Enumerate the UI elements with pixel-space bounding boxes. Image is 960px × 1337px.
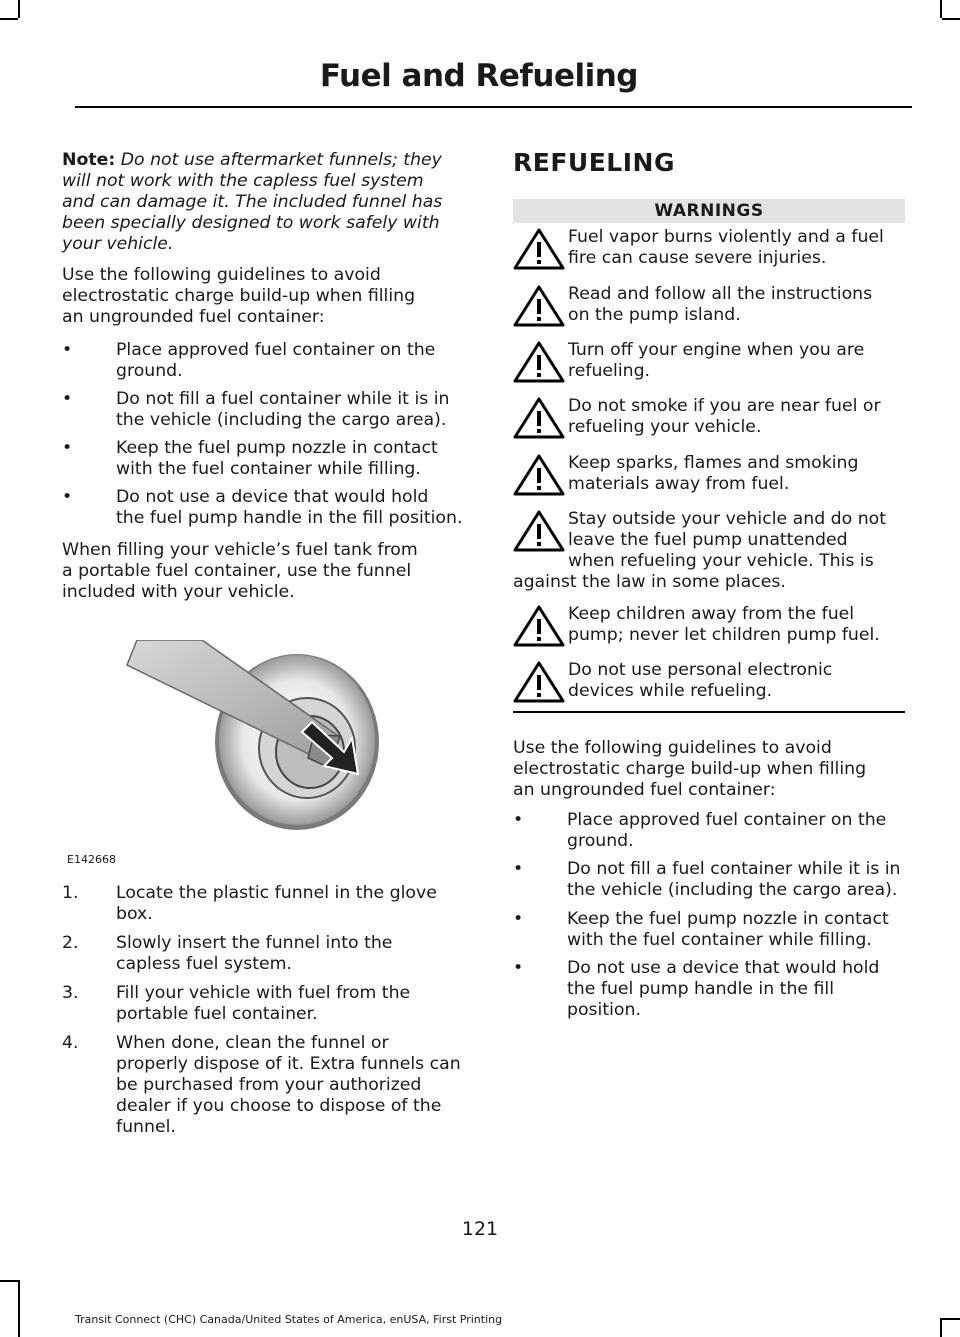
text-line: Use the following guidelines to avoid: [62, 265, 381, 285]
note-line: Do not use aftermarket funnels; they: [115, 150, 442, 170]
intro-paragraph: [513, 738, 905, 801]
text-line: box.: [116, 904, 153, 924]
text-line: on the pump island.: [568, 305, 741, 325]
text-line: fire can cause severe injuries.: [568, 248, 827, 268]
text-line: Fuel vapor burns violently and a fuel: [568, 227, 884, 247]
text-line: Fill your vehicle with fuel from the: [116, 983, 411, 1003]
crop-mark: [940, 0, 942, 18]
section-heading: REFUELING: [513, 148, 675, 177]
text-line: Do not use a device that would hold: [567, 958, 880, 978]
step-number: 4.: [62, 1033, 79, 1053]
bullet-icon: •: [513, 810, 524, 830]
warning-triangle-icon: [513, 509, 565, 553]
bullet-icon: •: [62, 487, 73, 507]
divider: [513, 711, 905, 713]
text-line: dealer if you choose to dispose of the: [116, 1096, 442, 1116]
text-line: Do not use personal electronic: [568, 660, 833, 680]
text-line: leave the fuel pump unattended: [568, 530, 848, 550]
text-line: Do not smoke if you are near fuel or: [568, 396, 881, 416]
crop-mark: [0, 1280, 18, 1282]
warning-triangle-icon: [513, 604, 565, 648]
text-line: When done, clean the funnel or: [116, 1033, 389, 1053]
text-line: Do not use a device that would hold: [116, 487, 429, 507]
funnel-illustration: [62, 640, 474, 850]
text-line: Stay outside your vehicle and do not: [568, 509, 886, 529]
text-line: refueling.: [568, 361, 651, 381]
text-line: ground.: [567, 831, 634, 851]
text-line: Do not fill a fuel container while it is in: [116, 389, 450, 409]
text-line: Keep children away from the fuel: [568, 604, 855, 624]
text-line: When filling your vehicle’s fuel tank from: [62, 540, 418, 560]
text-line: Slowly insert the funnel into the: [116, 933, 393, 953]
text-line: materials away from fuel.: [568, 474, 790, 494]
figure-label: E142668: [67, 853, 116, 866]
text-line: Do not fill a fuel container while it is in: [567, 859, 901, 879]
text-line: devices while refueling.: [568, 681, 773, 701]
text-line: an ungrounded fuel container:: [513, 780, 776, 800]
bullet-icon: •: [513, 859, 524, 879]
text-line: the vehicle (including the cargo area).: [116, 410, 447, 430]
text-line: when refueling your vehicle. This is: [568, 551, 874, 571]
warning-item: [513, 284, 905, 334]
text-line: Keep the fuel pump nozzle in contact: [567, 909, 889, 929]
bullet-icon: •: [62, 389, 73, 409]
text-line: Turn off your engine when you are: [568, 340, 865, 360]
warning-item: [513, 227, 905, 277]
text-line: Locate the plastic funnel in the glove: [116, 883, 437, 903]
portable-paragraph: [62, 540, 474, 603]
text-line: be purchased from your authorized: [116, 1075, 422, 1095]
note-paragraph: [62, 150, 474, 255]
text-line: with the fuel container while filling.: [567, 930, 872, 950]
bullet-icon: •: [513, 909, 524, 929]
header-rule: [75, 106, 912, 108]
text-line: portable fuel container.: [116, 1004, 318, 1024]
text-line: with the fuel container while filling.: [116, 459, 421, 479]
warning-triangle-icon: [513, 284, 565, 328]
bullet-icon: •: [62, 438, 73, 458]
crop-mark: [942, 1318, 960, 1320]
text-line: an ungrounded fuel container:: [62, 307, 325, 327]
crop-mark: [0, 18, 18, 20]
text-line: properly dispose of it. Extra funnels can: [116, 1054, 461, 1074]
text-line: the vehicle (including the cargo area).: [567, 880, 898, 900]
text-line: Use the following guidelines to avoid: [513, 738, 832, 758]
crop-mark: [18, 1280, 20, 1337]
text-line: Place approved fuel container on the: [116, 340, 436, 360]
text-line: against the law in some places.: [513, 572, 786, 592]
text-line: ground.: [116, 361, 183, 381]
crop-mark: [942, 18, 960, 20]
text-line: electrostatic charge build-up when filling: [513, 759, 867, 779]
text-line: included with your vehicle.: [62, 582, 295, 602]
text-line: Keep the fuel pump nozzle in contact: [116, 438, 438, 458]
crop-mark: [940, 1318, 942, 1337]
warning-item: [513, 604, 905, 654]
page-number: 121: [461, 1218, 499, 1240]
text-line: capless fuel system.: [116, 954, 292, 974]
note-line: and can damage it. The included funnel has: [62, 192, 443, 212]
warning-triangle-icon: [513, 340, 565, 384]
text-line: Place approved fuel container on the: [567, 810, 887, 830]
warning-item: [513, 453, 905, 503]
bullet-icon: •: [513, 958, 524, 978]
warning-item: [513, 396, 905, 446]
note-label: Note:: [62, 150, 116, 170]
page-title: Fuel and Refueling: [319, 58, 638, 94]
note-line: your vehicle.: [62, 234, 174, 254]
warning-triangle-icon: [513, 453, 565, 497]
text-line: pump; never let children pump fuel.: [568, 625, 880, 645]
note-line: will not work with the capless fuel system: [62, 171, 424, 191]
step-number: 2.: [62, 933, 79, 953]
step-number: 3.: [62, 983, 79, 1003]
intro-paragraph: [62, 265, 474, 328]
crop-mark: [18, 0, 20, 18]
text-line: electrostatic charge build-up when filling: [62, 286, 416, 306]
text-line: Keep sparks, flames and smoking: [568, 453, 859, 473]
warning-item: [513, 509, 905, 593]
bullet-icon: •: [62, 340, 73, 360]
text-line: refueling your vehicle.: [568, 417, 762, 437]
footer-text: Transit Connect (CHC) Canada/United States of America, enUSA, First Printing: [75, 1313, 503, 1326]
text-line: the fuel pump handle in the fill position.: [567, 979, 835, 1020]
warning-triangle-icon: [513, 660, 565, 704]
warning-item: [513, 660, 905, 710]
warning-triangle-icon: [513, 396, 565, 440]
warnings-label: WARNINGS: [654, 201, 764, 221]
text-line: a portable fuel container, use the funnel: [62, 561, 412, 581]
text-line: Read and follow all the instructions: [568, 284, 873, 304]
step-number: 1.: [62, 883, 79, 903]
note-line: been specially designed to work safely with: [62, 213, 440, 233]
warning-triangle-icon: [513, 227, 565, 271]
text-line: the fuel pump handle in the fill position.: [116, 508, 463, 528]
text-line: funnel.: [116, 1117, 176, 1137]
warning-item: [513, 340, 905, 390]
warnings-bar: [513, 199, 905, 223]
